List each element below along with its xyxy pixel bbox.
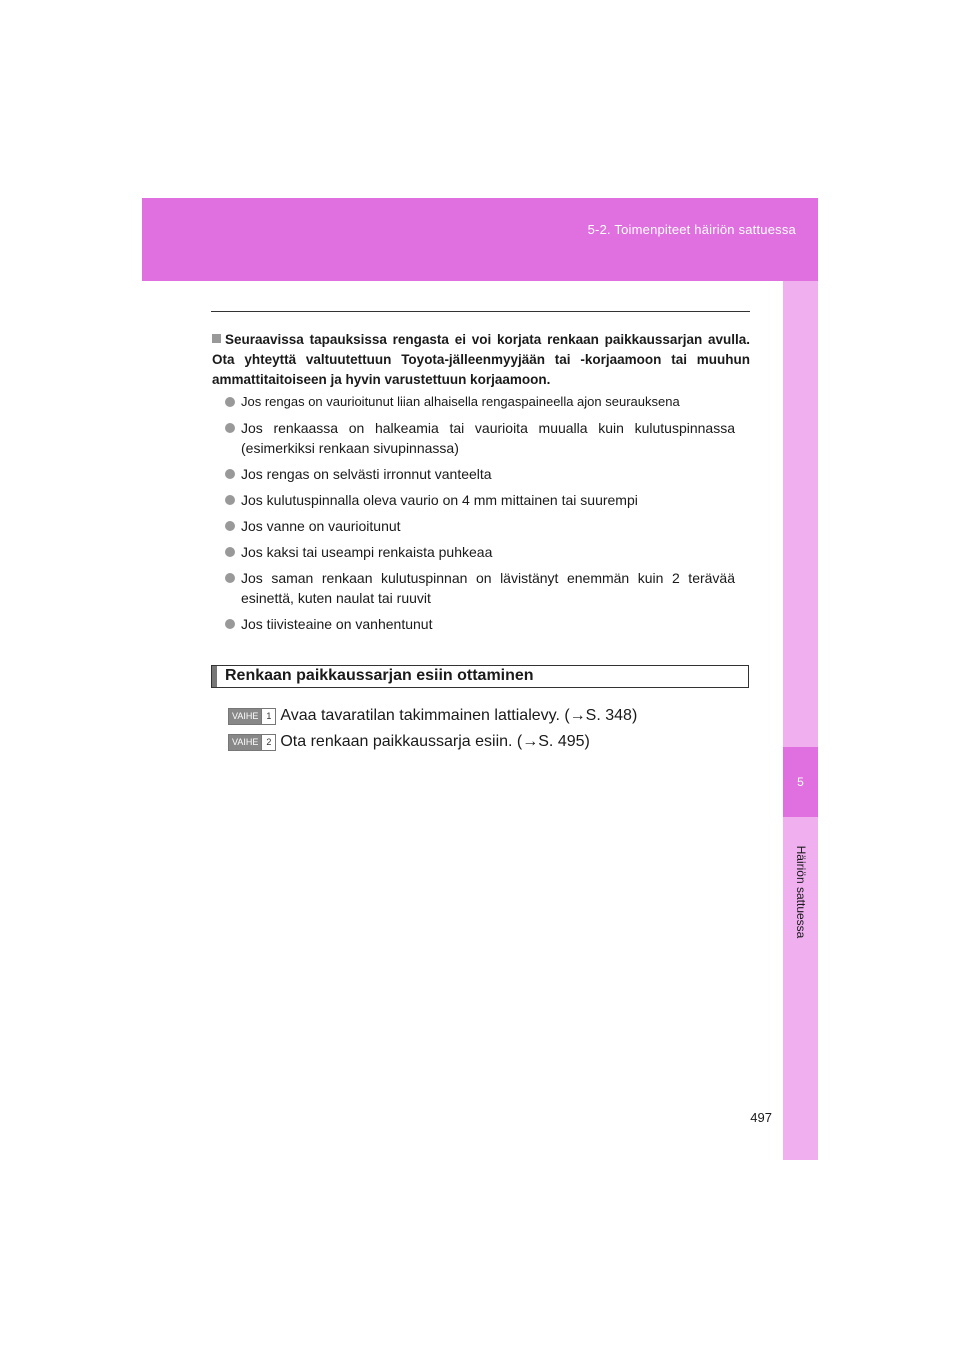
bullet-dot-icon bbox=[225, 423, 235, 433]
list-item: Jos kaksi tai useampi renkaista puhkeaa bbox=[225, 542, 735, 562]
list-item: Jos saman renkaan kulutuspinnan on lävistänyt enemmän kuin 2 terävää esinettä, kuten naulat tai ruuvit bbox=[225, 568, 735, 608]
chapter-label-box bbox=[783, 827, 818, 957]
top-rule bbox=[211, 311, 750, 312]
bullet-dot-icon bbox=[225, 469, 235, 479]
header-title: 5-2. Toimenpiteet häiriön sattuessa bbox=[587, 222, 796, 237]
list-item: Jos rengas on vaurioitunut liian alhaisella rengaspaineella ajon seurauksena bbox=[225, 392, 735, 412]
bullet-dot-icon bbox=[225, 547, 235, 557]
bullet-dot-icon bbox=[225, 619, 235, 629]
chapter-number-box bbox=[783, 747, 818, 817]
step-text: Avaa tavaratilan takimmainen lattialevy. (→S. 348) bbox=[280, 707, 638, 724]
intro-text: Seuraavissa tapauksissa rengasta ei voi korjata renkaan paikkaussarjan avulla. Ota yhteyttä valtuutettuun Toyota-jälleenmyyjään tai -korjaamoon tai muuhun ammattitaitoiseen ja hyvin varustettuun korjaamoon. bbox=[212, 332, 750, 387]
step-text: Ota renkaan paikkaussarja esiin. (→S. 495) bbox=[280, 733, 590, 750]
page-number: 497 bbox=[750, 1110, 772, 1125]
bullet-dot-icon bbox=[225, 495, 235, 505]
step-1 bbox=[228, 705, 637, 727]
list-item: Jos vanne on vaurioitunut bbox=[225, 516, 735, 536]
step-2 bbox=[228, 731, 590, 753]
list-item: Jos tiivisteaine on vanhentunut bbox=[225, 614, 735, 634]
side-tab bbox=[783, 281, 818, 1160]
square-bullet-icon bbox=[212, 334, 221, 343]
bullet-dot-icon bbox=[225, 521, 235, 531]
bullet-list bbox=[225, 392, 735, 640]
list-item: Jos renkaassa on halkeamia tai vaurioita muualla kuin kulutuspinnassa (esimerkiksi renkaan sivupinnassa) bbox=[225, 418, 735, 458]
step-badge: VAIHE 1 bbox=[228, 708, 276, 725]
intro-paragraph bbox=[212, 330, 750, 390]
chapter-label: Häiriön sattuessa bbox=[793, 845, 808, 939]
section-heading-bar bbox=[212, 666, 217, 687]
header-band bbox=[142, 198, 818, 281]
list-item: Jos kulutuspinnalla oleva vaurio on 4 mm mittainen tai suurempi bbox=[225, 490, 735, 510]
section-heading-text: Renkaan paikkaussarjan esiin ottaminen bbox=[225, 667, 534, 684]
list-item: Jos rengas on selvästi irronnut vanteelta bbox=[225, 464, 735, 484]
bullet-dot-icon bbox=[225, 397, 235, 407]
section-heading bbox=[211, 665, 749, 688]
bullet-dot-icon bbox=[225, 573, 235, 583]
step-badge: VAIHE 2 bbox=[228, 734, 276, 751]
chapter-number: 5 bbox=[797, 775, 804, 789]
